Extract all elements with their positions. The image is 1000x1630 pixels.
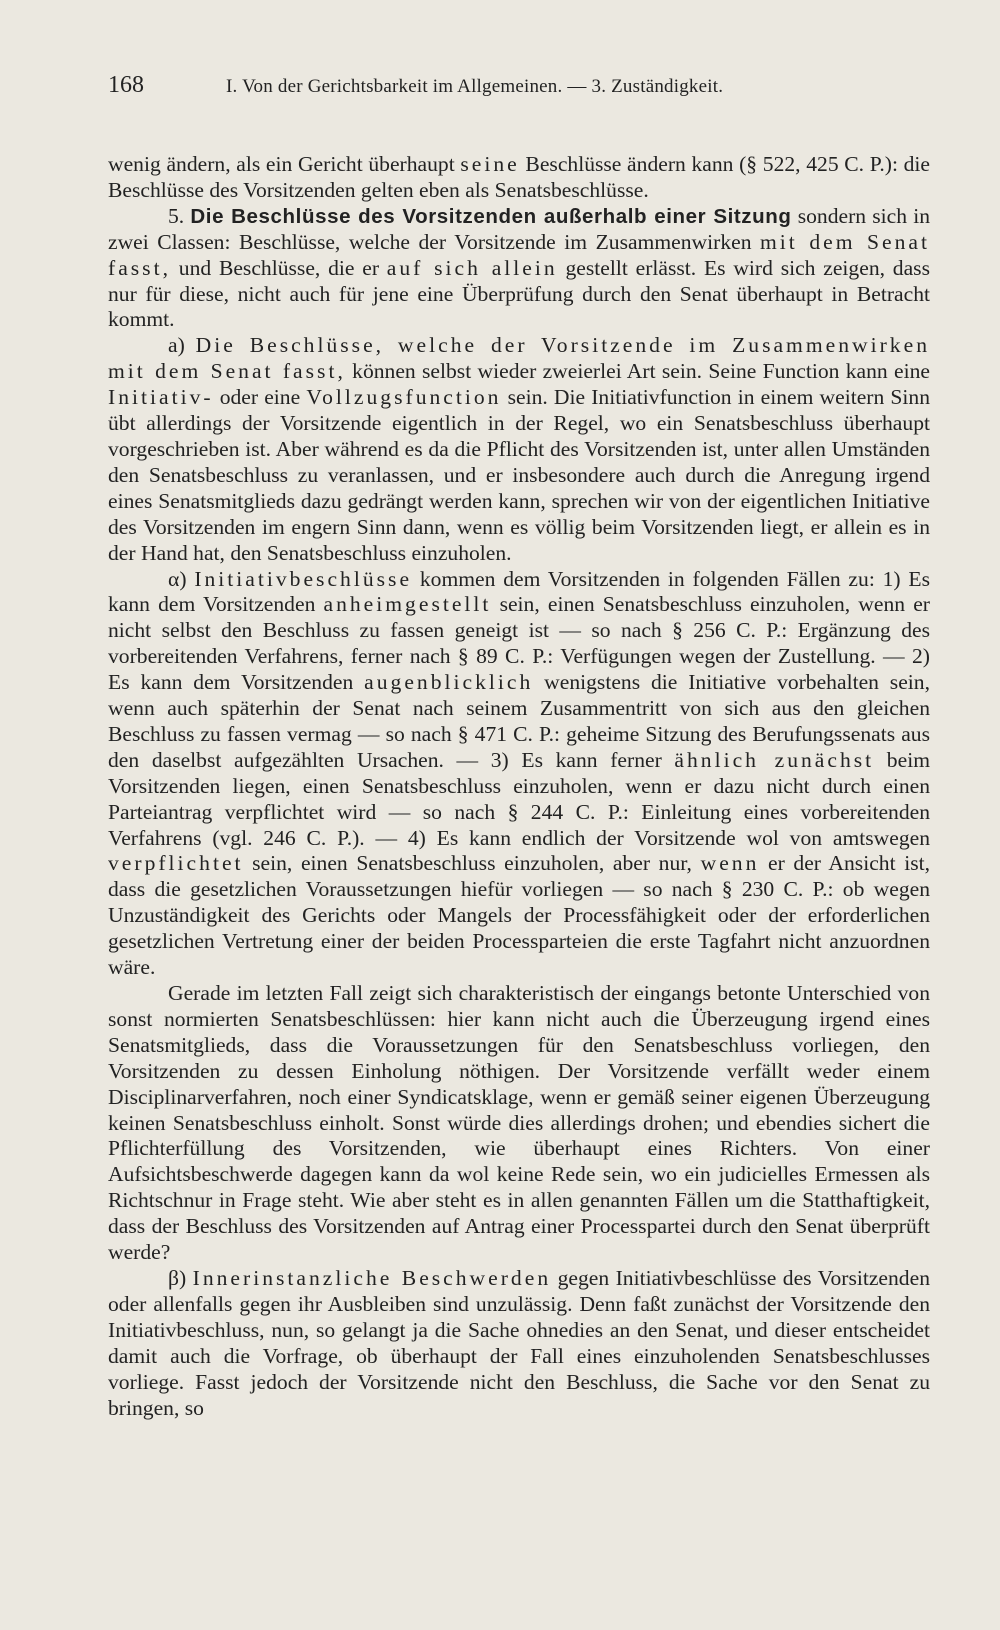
spaced-emphasis-run: Innerinstanzliche Beschwerden — [192, 1265, 552, 1290]
spaced-emphasis-run: Die Beschlüsse, welche der Vorsitzende im Zusammenwirken mit dem Senat fasst, — [108, 333, 930, 384]
text-run: wenigstens die Initiative vorbehalten sein, wenn auch späterhin der Senat nach seinem Zusammentritt von sich aus den gleichen Beschluss zu fassen vermag — so nach § 471 C. P.: geheime Sitzung des Berufungssenats aus den daselbst aufgezählten Ursachen. — 3) Es kann ferner — [108, 670, 930, 772]
spaced-emphasis-run: seine — [460, 152, 520, 176]
spaced-emphasis-run: mit dem Senat fasst, — [108, 229, 930, 280]
text-run: sein. Die Initiativfunction in einem weitern Sinn übt allerdings der Vorsitzende eigentlich in der Regel, wo ein Senatsbeschluss überhaupt vorgeschrieben ist. Aber während es da die Pflicht des Vorsitzenden ist, unter allen Umständen den Senatsbeschluss zu veranlassen, und er insbesondere auch durch die Anregung irgend eines Senatsmitglieds dazu gedrängt werden kann, sprechen wir von der eigentlichen Initiative des Vorsitzenden im engern Sinn dann, wenn es völlig beim Vorsitzenden liegt, er allein es in der Hand hat, den Senatsbeschluss einzuholen. — [108, 385, 931, 565]
text-run: α) — [168, 566, 195, 591]
spaced-emphasis-run: anheimgestellt — [323, 592, 492, 617]
spaced-emphasis-run: Initiativbeschlüsse — [194, 566, 413, 591]
text-run: sondern sich in zwei Classen: Beschlüsse, welche der Vorsitzende im Zusammenwirken — [108, 203, 930, 254]
text-run: gestellt erlässt. Es wird sich zeigen, dass nur für diese, nicht auch für jene eine Überprüfung durch den Senat überhaupt in Betracht kommt. — [108, 255, 930, 332]
paragraph — [108, 333, 930, 566]
text-run: Gerade im letzten Fall zeigt sich charakteristisch der eingangs betonte Unterschied von sonst normierten Senatsbeschlüssen: hier kann nicht auch die Überzeugung irgend eines Senatsmitglieds, dass die Voraussetzungen für den Senatsbeschluss vorliegen, den Vorsitzenden zu dessen Einholung nöthigen. Der Vorsitzende verfällt weder einem Disciplinarverfahren, noch einer Syndicatsklage, wenn er gemäß seiner eigenen Überzeugung keinen Senatsbeschluss einholt. Sonst würde dies allerdings drohen; und ebendies sichert die Pflichterfüllung des Vorsitzenden, wie überhaupt eines Richters. Von einer Aufsichtsbeschwerde dagegen kann da wol keine Rede sein, wo ein judicielles Ermessen als Richtschnur in Frage steht. Wie aber steht es in allen genannten Fällen um die Statthaftigkeit, dass der Beschluss des Vorsitzenden auf Antrag einer Processpartei durch den Senat überprüft werde? — [108, 981, 930, 1265]
paragraph — [108, 981, 930, 1266]
text-run: 5. — [168, 203, 191, 228]
running-header — [108, 72, 930, 122]
spaced-emphasis-run: ähnlich zunächst — [674, 747, 875, 772]
paragraph — [108, 204, 930, 334]
text-run: oder eine — [213, 385, 307, 410]
page-number: 168 — [108, 72, 144, 98]
text-run: β) — [168, 1265, 193, 1290]
spaced-emphasis-run: wenn — [700, 851, 760, 876]
spaced-emphasis-run: verpflichtet — [108, 851, 244, 876]
text-run: können selbst wieder zweierlei Art sein. Seine Function kann eine — [345, 359, 930, 384]
body-text — [108, 152, 930, 1421]
text-run: gegen Initiativbeschlüsse des Vorsitzenden oder allenfalls gegen ihr Ausbleiben sind unzulässig. Denn faßt zunächst der Vorsitzende den Initiativbeschluss, nun, so gelangt ja die Sache ohnedies an den Senat, und dieser entscheidet damit auch die Vorfrage, ob überhaupt der Fall eines einzuholenden Senatsbeschlusses vorliege. Fasst jedoch der Vorsitzende nicht den Beschluss, die Sache vor den Senat zu bringen, so — [108, 1265, 930, 1420]
text-run: Beschlüsse ändern kann (§ 522, 425 C. P.): die Beschlüsse des Vorsitzenden gelten eben als Senatsbeschlüsse. — [108, 152, 930, 202]
text-run: a) — [168, 333, 196, 358]
paragraph — [108, 1266, 930, 1421]
spaced-emphasis-run: Vollzugsfunction — [306, 385, 502, 410]
spaced-emphasis-run: Initiativ- — [108, 385, 214, 410]
text-run: beim Vorsitzenden liegen, einen Senatsbeschluss einzuholen, wenn er dazu nicht durch einen Parteiantrag verpflichtet wird — so nach § 244 C. P.: Einleitung eines vorbereitenden Verfahrens (vgl. 246 C. P.). — 4) Es kann endlich der Vorsitzende wol von amtswegen — [108, 747, 930, 850]
text-run: kommen dem Vorsitzenden in folgenden Fällen zu: 1) Es kann dem Vorsitzenden — [108, 566, 930, 617]
spaced-emphasis-run: augenblicklich — [364, 670, 534, 695]
text-run: wenig ändern, als ein Gericht überhaupt — [108, 152, 461, 176]
text-run: er der Ansicht ist, dass die gesetzlichen Voraussetzungen hiefür vorliegen — so nach § 230 C. P.: ob wegen Unzuständigkeit des Gerichts oder Mangels der Processfähigkeit oder der erforderlichen gesetzlichen Vertretung einer der beiden Processparteien die erste Tagfahrt nicht anzuordnen wäre. — [108, 851, 930, 980]
paragraph — [108, 567, 930, 982]
running-title: I. Von der Gerichtsbarkeit im Allgemeinen. — 3. Zuständigkeit. — [226, 76, 724, 97]
spaced-emphasis-run: auf sich allein — [386, 255, 558, 280]
paragraph — [108, 152, 930, 204]
text-run: sein, einen Senatsbeschluss einzuholen, wenn er nicht selbst den Beschluss zu fassen geneigt ist — so nach § 256 C. P.: Ergänzung des vorbereitenden Verfahrens, ferner nach § 89 C. P.: Verfügungen wegen der Zustellung. — 2) Es kann dem Vorsitzenden — [108, 592, 930, 695]
text-run: sein, einen Senatsbeschluss einzuholen, aber nur, — [243, 851, 701, 876]
bold-heading-run: Die Beschlüsse des Vorsitzenden außerhalb einer Sitzung — [190, 204, 792, 228]
text-run: und Beschlüsse, die er — [170, 255, 387, 280]
